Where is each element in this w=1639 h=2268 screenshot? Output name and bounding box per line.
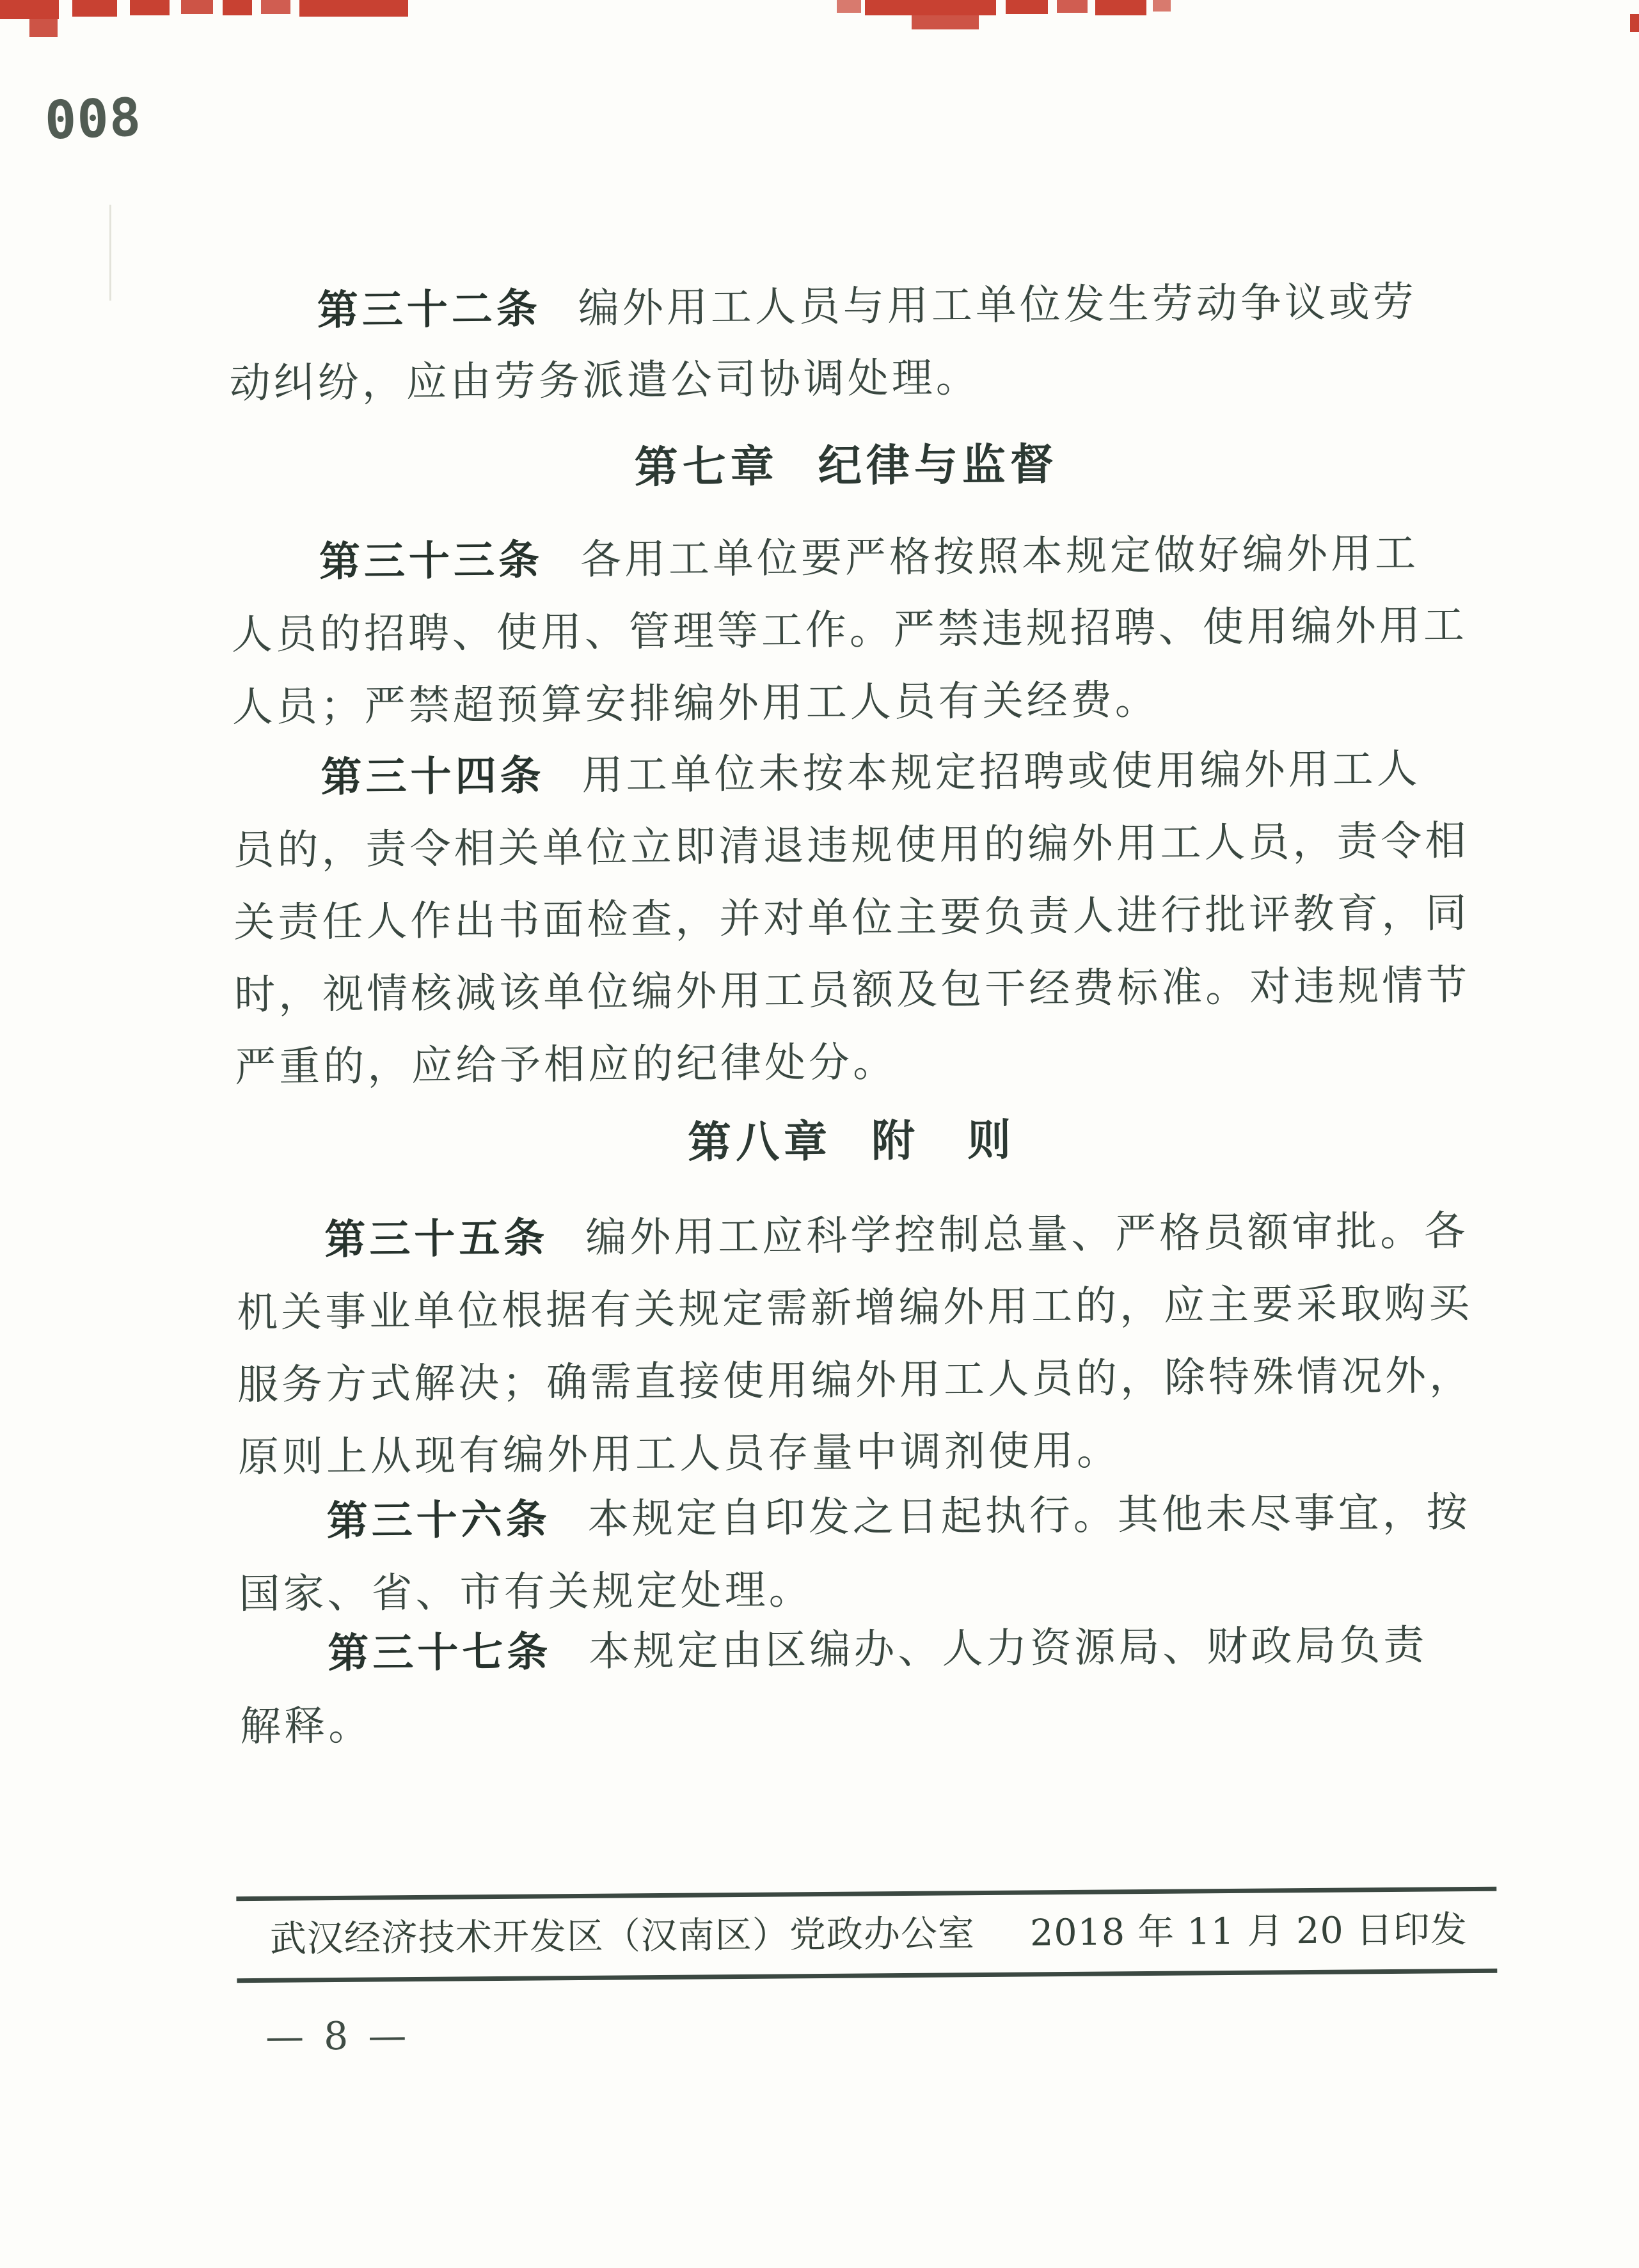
chapter-8-heading	[32, 1110, 1639, 1174]
chapter-7-number: 第七章	[634, 441, 779, 494]
page-number: — 8 —	[265, 2013, 411, 2059]
article-34-label: 第三十四条	[321, 752, 545, 802]
article-32-label: 第三十二条	[317, 285, 542, 335]
article-35-paragraph	[236, 1195, 1492, 1494]
article-34-text: 用工单位未按本规定招聘或使用编外用工人 员的，责令相关单位立即清退违规使用的编外用工人员，责令相 关责任人作出书面检查，并对单位主要负责人进行批评教育，同 时，视情核减该单位编外用工员额及包干经费标准。对违规情节 严重的，应给予相应的纪律处分。	[233, 745, 1471, 1092]
article-35-label: 第三十五条	[324, 1214, 549, 1264]
article-32-text: 编外用工人员与用工单位发生劳动争议或劳 动纠纷，应由劳务派遣公司协调处理。	[229, 278, 1418, 408]
article-32-paragraph	[228, 265, 1484, 420]
article-37-text: 本规定由区编办、人力资源局、财政局负责 解释。	[239, 1621, 1428, 1751]
article-33-label: 第三十三条	[319, 536, 544, 587]
archive-stamp: 008	[44, 87, 143, 152]
article-37-paragraph	[239, 1609, 1494, 1763]
article-37-label: 第三十七条	[328, 1628, 552, 1678]
article-34-paragraph	[232, 732, 1489, 1104]
article-33-paragraph	[231, 517, 1487, 744]
chapter-7-title: 纪律与监督	[818, 439, 1059, 492]
article-36-text: 本规定自印发之日起执行。其他未尽事宜，按 国家、省、市有关规定处理。	[239, 1489, 1471, 1619]
article-36-paragraph	[238, 1476, 1493, 1631]
imprint-issuer: 武汉经济技术开发区（汉南区）党政办公室	[269, 1912, 976, 1960]
chapter-8-title: 附 则	[871, 1115, 1016, 1167]
article-36-label: 第三十六条	[326, 1495, 551, 1546]
imprint-row	[237, 1909, 1497, 1960]
footer-top-rule	[236, 1887, 1496, 1901]
footer-bottom-rule	[237, 1969, 1497, 1983]
article-33-text: 各用工单位要严格按照本规定做好编外用工 人员的招聘、使用、管理等工作。严禁违规招聘、使用编外用工 人员；严禁超预算安排编外用工人员有关经费。	[231, 530, 1468, 732]
imprint-date: 2018 年 11 月 20 日印发	[1029, 1909, 1468, 1955]
chapter-7-heading	[27, 435, 1639, 499]
article-35-text: 编外用工应科学控制总量、严格员额审批。各 机关事业单位根据有关规定需新增编外用工的，应主要采取购买 服务方式解决；确需直接使用编外用工人员的，除特殊情况外， 原则上从现有编外用工人员存量中调剂使用。	[236, 1208, 1474, 1482]
chapter-8-number: 第八章	[687, 1116, 832, 1169]
